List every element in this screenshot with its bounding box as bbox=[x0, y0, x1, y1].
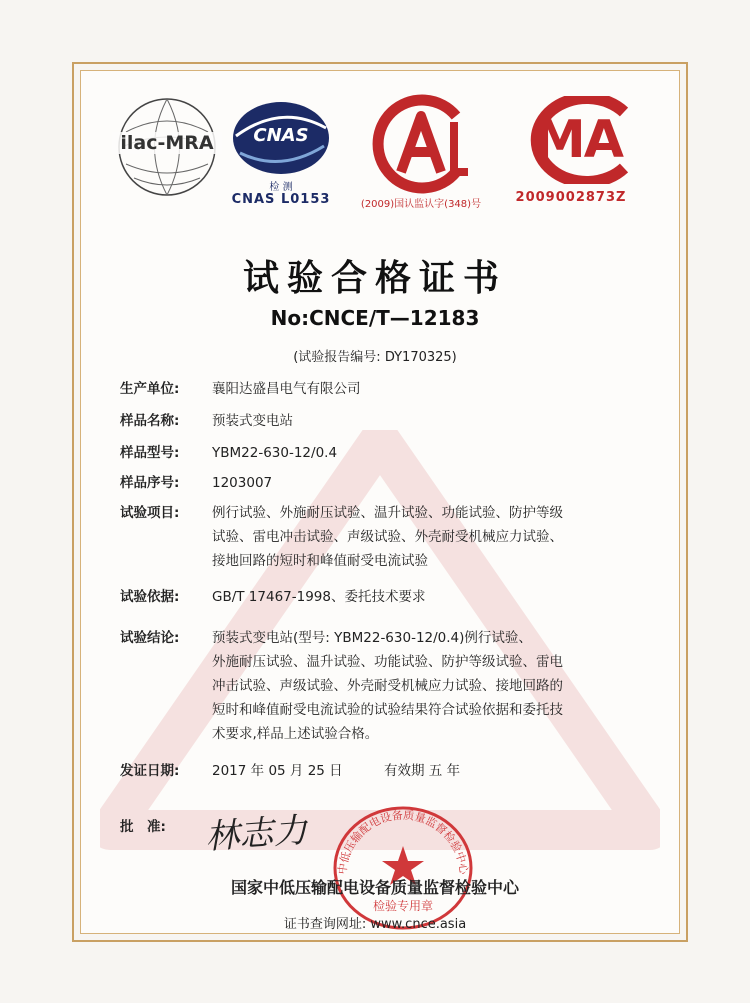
field-value-line: 术要求,样品上述试验合格。 bbox=[212, 726, 379, 742]
field-value: 2017 年 05 月 25 日 bbox=[212, 763, 343, 779]
field-label: 批 准: bbox=[120, 819, 166, 835]
field-value-line: 冲击试验、声级试验、外壳耐受机械应力试验、接地回路的 bbox=[212, 678, 563, 694]
field-label: 样品序号: bbox=[120, 475, 180, 491]
validity-period: 有效期 五 年 bbox=[384, 763, 461, 779]
verification-url: 证书查询网址: www.cnce.asia bbox=[283, 917, 467, 932]
field-test-items bbox=[120, 501, 660, 573]
field-label: 发证日期: bbox=[120, 763, 180, 779]
field-value-line: 短时和峰值耐受电流试验的试验结果符合试验依据和委托技 bbox=[212, 702, 563, 718]
field-value-line: 接地回路的短时和峰值耐受电流试验 bbox=[212, 553, 428, 569]
cma-mark-text: MA bbox=[534, 110, 622, 170]
cma-code: 2009002873Z bbox=[515, 190, 627, 205]
field-label: 样品型号: bbox=[120, 445, 180, 461]
cnas-sub-label: 检 测 bbox=[269, 182, 293, 193]
cal-logo bbox=[366, 94, 476, 194]
field-label: 试验依据: bbox=[120, 589, 180, 605]
field-value: YBM22-630-12/0.4 bbox=[212, 445, 338, 461]
field-value-line: 试验、雷电冲击试验、声级试验、外壳耐受机械应力试验、 bbox=[212, 529, 563, 545]
field-value: GB/T 17467-1998、委托技术要求 bbox=[212, 589, 426, 605]
ilac-mra-text: ilac-MRA bbox=[112, 132, 222, 154]
field-value-line: 预装式变电站(型号: YBM22-630-12/0.4)例行试验、 bbox=[212, 630, 532, 646]
cma-logo bbox=[506, 96, 636, 184]
approver-signature: 林志力 bbox=[203, 810, 309, 858]
field-conclusion bbox=[120, 626, 660, 746]
field-value: 1203007 bbox=[212, 475, 273, 491]
cnas-logo bbox=[226, 98, 336, 178]
ilac-mra-logo bbox=[112, 92, 222, 202]
field-label: 样品名称: bbox=[120, 413, 180, 429]
field-label: 试验结论: bbox=[120, 630, 180, 646]
certificate-number: No:CNCE/T—12183 bbox=[270, 306, 480, 330]
official-seal-icon bbox=[328, 798, 478, 930]
field-value-line: 例行试验、外施耐压试验、温升试验、功能试验、防护等级 bbox=[212, 505, 563, 521]
certificate-title: 试验合格证书 bbox=[242, 257, 507, 299]
cnas-code: CNAS L0153 bbox=[231, 192, 331, 207]
field-value: 预装式变电站 bbox=[212, 413, 293, 429]
seal-bottom-text: 检验专用章 bbox=[372, 899, 434, 913]
issuing-organization: 国家中低压输配电设备质量监督检验中心 bbox=[230, 878, 519, 897]
field-label: 生产单位: bbox=[120, 381, 180, 397]
field-label: 试验项目: bbox=[120, 505, 180, 521]
cal-emblem-icon bbox=[366, 94, 476, 194]
cnas-mark-text: CNAS bbox=[253, 125, 309, 146]
report-number: (试验报告编号: DY170325) bbox=[293, 350, 457, 365]
field-value-line: 外施耐压试验、温升试验、功能试验、防护等级试验、雷电 bbox=[212, 654, 563, 670]
cal-caption: (2009)国认监认字(348)号 bbox=[360, 199, 482, 210]
seal-arc-text: 中低压输配电设备质量监督检验中心 bbox=[335, 808, 471, 876]
field-value: 襄阳达盛昌电气有限公司 bbox=[212, 381, 361, 397]
